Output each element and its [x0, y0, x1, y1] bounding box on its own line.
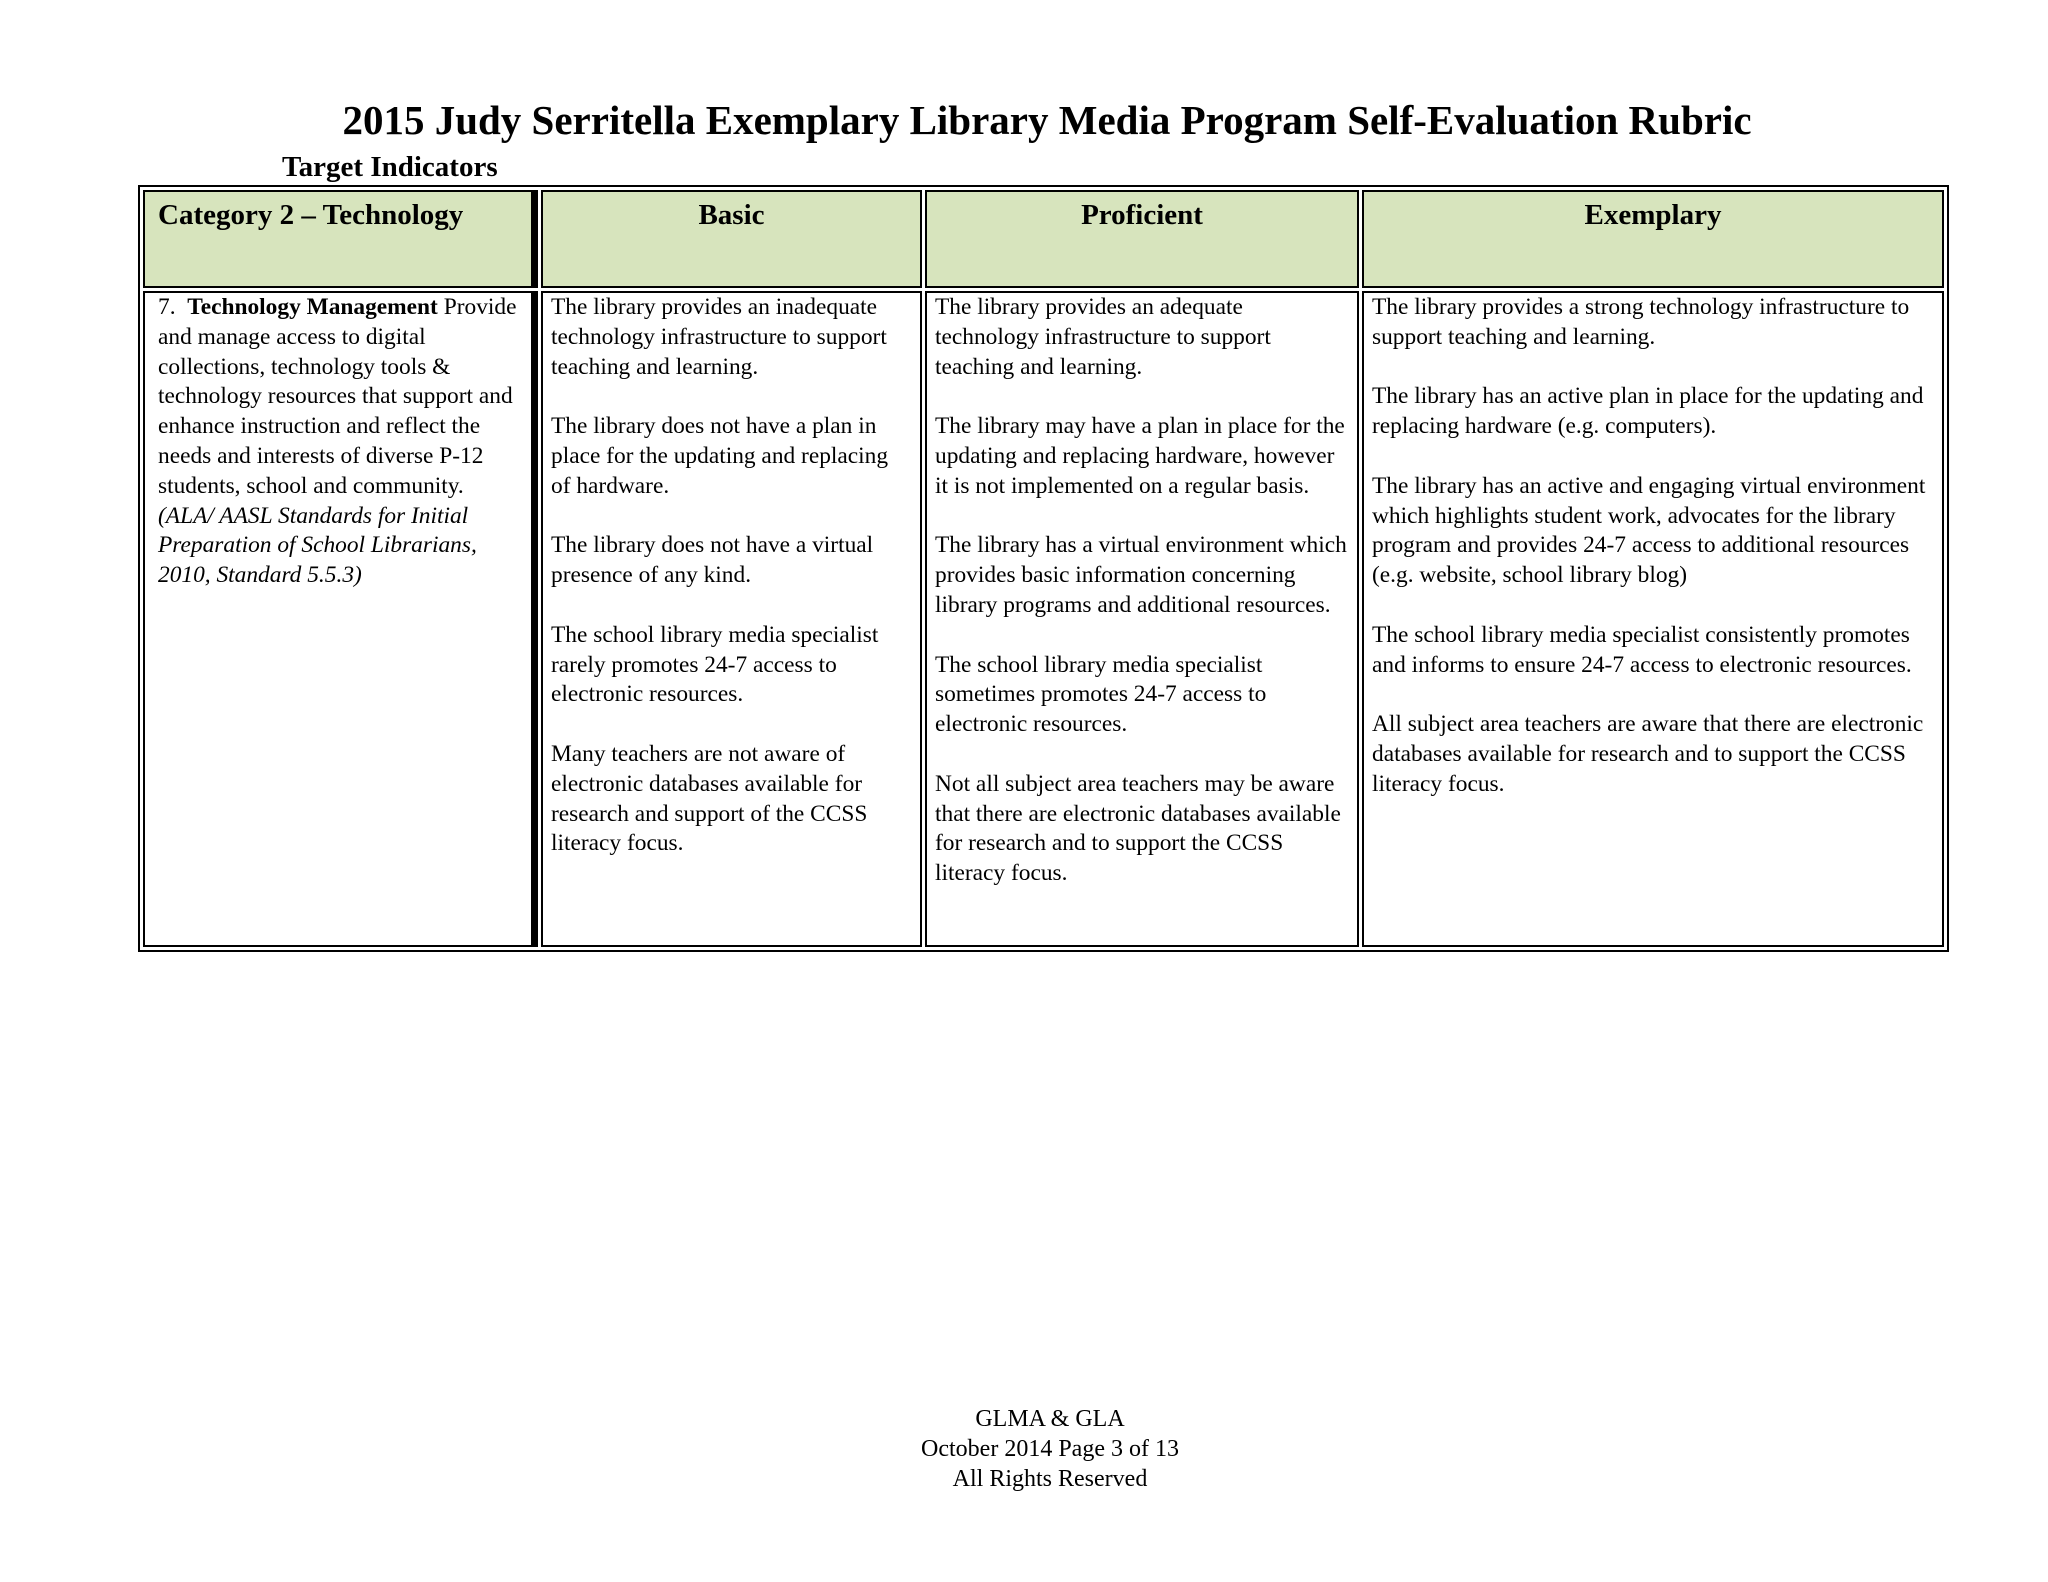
- footer-organization: GLMA & GLA: [975, 1406, 1125, 1432]
- exemplary-criterion: All subject area teachers are aware that there are electronic databases available for research and to support the CCSS literacy focus.: [1372, 711, 1924, 797]
- indicator-citation: (ALA/ AASL Standards for Initial Preparation of School Librarians, 2010, Standard 5.5.3): [158, 502, 477, 589]
- proficient-criterion: The library may have a plan in place for the updating and replacing hardware, however it is not implemented on a regular basis.: [935, 413, 1345, 499]
- proficient-criterion: The school library media specialist sometimes promotes 24-7 access to electronic resources.: [935, 651, 1267, 738]
- exemplary-header: Exemplary: [1362, 190, 1944, 288]
- exemplary-criterion: The library provides a strong technology infrastructure to support teaching and learning.: [1372, 294, 1910, 350]
- footer-rights: All Rights Reserved: [952, 1466, 1148, 1492]
- target-indicators-heading: Target Indicators: [282, 151, 498, 183]
- exemplary-criterion: The library has an active plan in place for the updating and replacing hardware (e.g. computers).: [1372, 383, 1924, 440]
- indicator-row: [143, 291, 1944, 947]
- proficient-criterion: The library has a virtual environment which provides basic information concerning library programs and additional resources.: [935, 532, 1347, 618]
- rubric-table: [138, 185, 1949, 952]
- document-title: 2015 Judy Serritella Exemplary Library Media Program Self-Evaluation Rubric: [342, 97, 1752, 143]
- rubric-header-row: [143, 190, 1944, 288]
- indicator-cell: [143, 291, 538, 947]
- basic-criterion: The school library media specialist rarely promotes 24-7 access to electronic resources.: [551, 621, 879, 708]
- basic-criterion: The library provides an inadequate technology infrastructure to support teaching and learning.: [551, 294, 887, 380]
- basic-cell: [541, 291, 922, 947]
- exemplary-criterion: The school library media specialist consistently promotes and informs to ensure 24-7 access to electronic resources.: [1372, 621, 1912, 678]
- indicator-number: 7.: [158, 294, 176, 320]
- proficient-criterion: Not all subject area teachers may be aware that there are electronic databases available for research and to support the CCSS literacy focus.: [935, 770, 1341, 887]
- proficient-criterion: The library provides an adequate technology infrastructure to support teaching and learning.: [935, 294, 1271, 380]
- indicator-description: Provide and manage access to digital collections, technology tools & technology resources that support and enhance instruction and reflect the needs and interests of diverse P-12 students, school and community.: [158, 294, 517, 499]
- page-footer: [0, 1404, 2048, 1494]
- basic-criterion: The library does not have a plan in place for the updating and replacing of hardware.: [551, 413, 889, 499]
- proficient-header: Proficient: [925, 190, 1359, 288]
- proficient-cell: [925, 291, 1359, 947]
- basic-header: Basic: [541, 190, 922, 288]
- footer-date-page: October 2014 Page 3 of 13: [921, 1436, 1179, 1462]
- basic-criterion: The library does not have a virtual presence of any kind.: [551, 532, 874, 589]
- category-header: Category 2 – Technology: [143, 190, 538, 288]
- exemplary-criterion: The library has an active and engaging virtual environment which highlights student work, advocates for the library program and provides 24-7 access to additional resources (e.g. website, school library blog): [1372, 472, 1926, 589]
- exemplary-cell: [1362, 291, 1944, 947]
- indicator-name: Technology Management: [187, 294, 438, 320]
- basic-criterion: Many teachers are not aware of electronic databases available for research and support of the CCSS literacy focus.: [551, 740, 868, 857]
